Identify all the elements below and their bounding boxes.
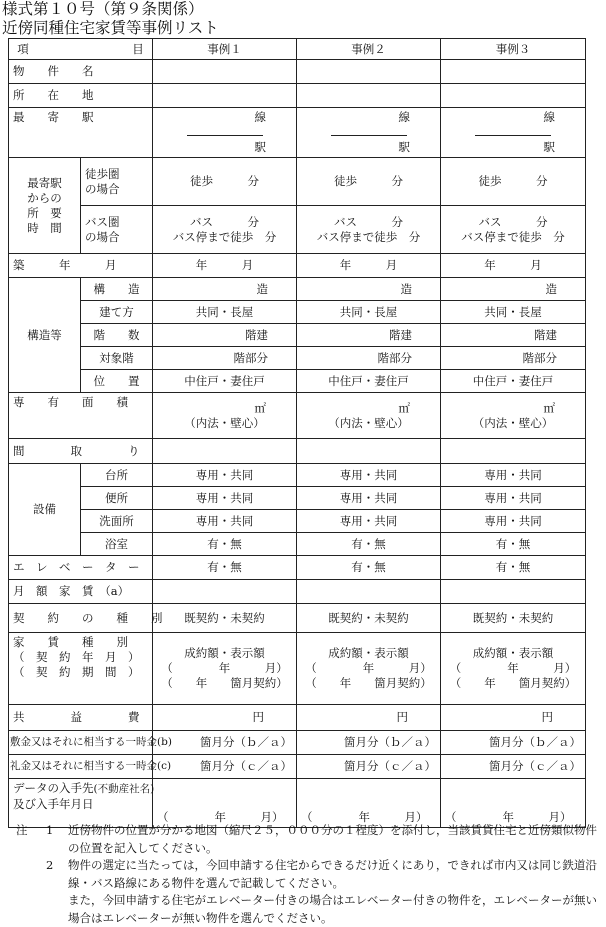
row-property-name — [9, 60, 586, 84]
yen-cell[interactable]: 円 — [297, 705, 441, 731]
label-time-group: 最寄駅 からの 所 要 時 間 — [9, 158, 81, 254]
note-extra: また，今回申請する住宅がエレベーター付きの場合はエレベーター付きの物件を，エレベーターが無い場合はエレベーターが無い物件を選んでください。 — [68, 893, 597, 925]
walk-cell[interactable]: 徒歩 分 — [297, 158, 441, 206]
row-deposit — [9, 731, 586, 755]
label-contract-type: 契 約 の 種 別 — [9, 604, 153, 633]
input-cell[interactable] — [441, 60, 586, 84]
rent-type-line-1: 成約額・表示額 — [472, 646, 554, 660]
yen-cell[interactable]: 円 — [153, 705, 297, 731]
label-washroom: 洗面所 — [81, 510, 153, 533]
row-floor-area — [9, 393, 586, 439]
label-rent-type: 家 賃 種 別 （ 契 約 年 月 ） （ 契 約 期 間 ） — [9, 633, 153, 705]
contract-cell[interactable]: 既契約・未契約 — [297, 604, 441, 633]
row-monthly-rent — [9, 580, 586, 604]
rent-type-line-1: 成約額・表示額 — [184, 646, 265, 660]
bus-cell[interactable] — [441, 206, 586, 254]
target-floor-cell[interactable]: 階部分 — [297, 347, 441, 370]
rent-type-line-3: （ 年 箇月契約） — [449, 676, 577, 690]
label-property-name: 物 件 名 — [9, 60, 153, 84]
bus-line-1: バス 分 — [478, 214, 548, 229]
label-deposit: 敷金又はそれに相当する一時金(b) — [9, 731, 153, 755]
rent-type-line-3: （ 年 箇月契約） — [305, 676, 432, 690]
rent-type-line-2: （ 年 月） — [449, 661, 577, 675]
row-contract-type — [9, 604, 586, 633]
built-cell[interactable]: 年 月 — [441, 254, 586, 278]
bus-cell[interactable] — [153, 206, 297, 254]
structure-cell[interactable]: 造 — [153, 278, 297, 301]
source-cell[interactable]: （ 年 月） — [297, 779, 441, 828]
note-text: 近傍物件の位置が分かる地図（縮尺２５，０００分の１程度）を添付し，当該賃貸住宅と近傍類似物件の位置を記入してください。 — [68, 823, 597, 855]
label-building-type: 建て方 — [81, 301, 153, 324]
rent-type-cell[interactable] — [153, 633, 297, 705]
bus-line-2: バス停まで徒歩 分 — [172, 229, 277, 244]
input-cell[interactable] — [441, 84, 586, 108]
structure-cell[interactable]: 造 — [441, 278, 586, 301]
input-cell[interactable] — [153, 60, 297, 84]
walk-cell[interactable]: 徒歩 分 — [441, 158, 586, 206]
label-walk-area: 徒歩圏 の場合 — [81, 158, 153, 206]
deposit-cell[interactable]: 箇月分（ｂ／ａ） — [297, 731, 441, 755]
bus-cell[interactable] — [297, 206, 441, 254]
bus-line-1: バス 分 — [190, 214, 259, 229]
line-suffix: 線 — [398, 110, 410, 124]
row-position — [9, 370, 586, 393]
row-rent-type — [9, 633, 586, 705]
building-type-cell[interactable]: 共同・長屋 — [153, 301, 297, 324]
row-common-fee — [9, 705, 586, 731]
shared-cell[interactable]: 専用・共同 — [441, 510, 586, 533]
row-kitchen — [9, 464, 586, 487]
station-cell[interactable] — [297, 108, 441, 158]
label-common-fee: 共 益 費 — [9, 705, 153, 731]
rent-type-line-2: （ 年 月） — [161, 661, 288, 675]
note-text: 物件の選定に当たっては，今回申請する住宅からできるだけ近くにあり，できれば市内又は同じ鉄道沿線・バス路線にある物件を選んで記載してください。 — [68, 858, 597, 890]
rent-type-line-2: （ 年 月） — [305, 661, 432, 675]
station-cell[interactable] — [441, 108, 586, 158]
source-cell[interactable]: （ 年 月） — [441, 779, 586, 828]
input-cell[interactable] — [441, 439, 586, 464]
label-built-year: 築 年 月 — [9, 254, 153, 278]
input-cell[interactable] — [153, 439, 297, 464]
shared-cell[interactable]: 専用・共同 — [153, 510, 297, 533]
header-row — [9, 39, 586, 60]
input-cell[interactable] — [297, 580, 441, 604]
floors-cell[interactable]: 階建 — [297, 324, 441, 347]
shared-cell[interactable]: 専用・共同 — [153, 487, 297, 510]
row-target-floor — [9, 347, 586, 370]
label-monthly-rent: 月 額 家 賃 （a） — [9, 580, 153, 604]
row-washroom — [9, 510, 586, 533]
row-nearest-station — [9, 108, 586, 158]
contract-cell[interactable]: 既契約・未契約 — [441, 604, 586, 633]
line-suffix: 線 — [543, 110, 555, 124]
rent-type-line-3: （ 年 箇月契約） — [161, 676, 288, 690]
yes-no-cell[interactable]: 有・無 — [441, 533, 586, 556]
deposit-cell[interactable]: 箇月分（ｂ／ａ） — [441, 731, 586, 755]
input-cell[interactable] — [153, 580, 297, 604]
row-building-type — [9, 301, 586, 324]
key-money-cell[interactable]: 箇月分（ｃ／ａ） — [441, 755, 586, 779]
note-number: 2 — [46, 858, 54, 872]
note-2 — [16, 857, 606, 892]
notes-label: 注 — [16, 823, 28, 837]
walk-cell[interactable]: 徒歩 分 — [153, 158, 297, 206]
station-suffix: 駅 — [398, 140, 410, 154]
form-number: 様式第１０号（第９条関係） — [2, 0, 204, 18]
row-built-year — [9, 254, 586, 278]
area-unit: ㎡ — [543, 400, 555, 415]
shared-cell[interactable]: 専用・共同 — [441, 464, 586, 487]
label-location: 所 在 地 — [9, 84, 153, 108]
position-cell[interactable]: 中住戸・妻住戸 — [297, 370, 441, 393]
target-floor-cell[interactable]: 階部分 — [153, 347, 297, 370]
position-cell[interactable]: 中住戸・妻住戸 — [441, 370, 586, 393]
rent-comparison-table — [8, 38, 586, 828]
row-bus — [9, 206, 586, 254]
label-structure-group: 構造等 — [9, 278, 81, 393]
shared-cell[interactable]: 専用・共同 — [297, 487, 441, 510]
source-label-small: (不動産社名) — [93, 783, 155, 795]
label-data-source — [9, 779, 153, 828]
deposit-cell[interactable]: 箇月分（ｂ／ａ） — [153, 731, 297, 755]
key-money-cell[interactable]: 箇月分（ｃ／ａ） — [297, 755, 441, 779]
label-bus-area: バス圏 の場合 — [81, 206, 153, 254]
case-2-header: 事例２ — [297, 39, 441, 60]
area-note: （内法・壁心） — [184, 415, 265, 430]
structure-cell[interactable]: 造 — [297, 278, 441, 301]
area-cell[interactable] — [441, 393, 586, 439]
label-equipment-group: 設備 — [9, 464, 81, 556]
floors-cell[interactable]: 階建 — [153, 324, 297, 347]
yes-no-cell[interactable]: 有・無 — [153, 533, 297, 556]
label-floors: 階 数 — [81, 324, 153, 347]
key-money-cell[interactable]: 箇月分（ｃ／ａ） — [153, 755, 297, 779]
row-bathroom — [9, 533, 586, 556]
input-cell[interactable] — [441, 580, 586, 604]
contract-cell[interactable]: 既契約・未契約 — [153, 604, 297, 633]
label-elevator: エ レ ベ ー タ ー — [9, 556, 153, 580]
yes-no-cell[interactable]: 有・無 — [153, 556, 297, 580]
station-suffix: 駅 — [254, 140, 266, 154]
label-key-money: 礼金又はそれに相当する一時金(c) — [9, 755, 153, 779]
station-suffix: 駅 — [543, 140, 555, 154]
bus-line-2: バス停まで徒歩 分 — [316, 229, 421, 244]
input-cell[interactable] — [297, 60, 441, 84]
rent-type-cell[interactable] — [441, 633, 586, 705]
underline — [331, 135, 407, 136]
label-structure: 構 造 — [81, 278, 153, 301]
area-cell[interactable] — [153, 393, 297, 439]
area-note: （内法・壁心） — [472, 415, 554, 430]
underline — [187, 135, 263, 136]
label-nearest-station: 最 寄 駅 — [9, 108, 153, 158]
bus-line-2: バス停まで徒歩 分 — [461, 229, 565, 244]
yes-no-cell[interactable]: 有・無 — [441, 556, 586, 580]
shared-cell[interactable]: 専用・共同 — [297, 464, 441, 487]
label-floor-area: 専 有 面 積 — [9, 393, 153, 439]
note-1 — [16, 822, 606, 857]
yes-no-cell[interactable]: 有・無 — [297, 533, 441, 556]
case-1-header: 事例１ — [153, 39, 297, 60]
row-key-money — [9, 755, 586, 779]
area-unit: ㎡ — [254, 400, 266, 415]
label-layout: 間 取 り — [9, 439, 153, 464]
area-cell[interactable] — [297, 393, 441, 439]
row-structure — [9, 278, 586, 301]
row-elevator — [9, 556, 586, 580]
label-kitchen: 台所 — [81, 464, 153, 487]
built-cell[interactable]: 年 月 — [153, 254, 297, 278]
built-cell[interactable]: 年 月 — [297, 254, 441, 278]
area-note: （内法・壁心） — [328, 415, 409, 430]
building-type-cell[interactable]: 共同・長屋 — [441, 301, 586, 324]
target-floor-cell[interactable]: 階部分 — [441, 347, 586, 370]
source-label-1: データの入手先 — [13, 781, 94, 795]
item-header: 項 目 — [9, 39, 153, 60]
floors-cell[interactable]: 階建 — [441, 324, 586, 347]
row-walk — [9, 158, 586, 206]
shared-cell[interactable]: 専用・共同 — [153, 464, 297, 487]
row-location — [9, 84, 586, 108]
rent-type-line-1: 成約額・表示額 — [328, 646, 409, 660]
case-3-header: 事例３ — [441, 39, 586, 60]
note-number: 1 — [46, 823, 54, 837]
source-cell[interactable]: （ 年 月） — [153, 779, 297, 828]
line-suffix: 線 — [254, 110, 266, 124]
underline — [475, 135, 551, 136]
shared-cell[interactable]: 専用・共同 — [297, 510, 441, 533]
input-cell[interactable] — [297, 439, 441, 464]
notes — [16, 822, 606, 927]
bus-line-1: バス 分 — [334, 214, 403, 229]
label-toilet: 便所 — [81, 487, 153, 510]
area-unit: ㎡ — [398, 400, 410, 415]
label-bathroom: 浴室 — [81, 533, 153, 556]
input-cell[interactable] — [153, 84, 297, 108]
input-cell[interactable] — [297, 84, 441, 108]
station-cell[interactable] — [153, 108, 297, 158]
building-type-cell[interactable]: 共同・長屋 — [297, 301, 441, 324]
source-label-2: 及び入手年月日 — [13, 797, 94, 811]
yen-cell[interactable]: 円 — [441, 705, 586, 731]
label-position: 位 置 — [81, 370, 153, 393]
row-floors — [9, 324, 586, 347]
row-layout — [9, 439, 586, 464]
form-title: 近傍同種住宅家賃等事例リスト — [2, 19, 219, 37]
rent-type-cell[interactable] — [297, 633, 441, 705]
shared-cell[interactable]: 専用・共同 — [441, 487, 586, 510]
yes-no-cell[interactable]: 有・無 — [297, 556, 441, 580]
label-target-floor: 対象階 — [81, 347, 153, 370]
position-cell[interactable]: 中住戸・妻住戸 — [153, 370, 297, 393]
row-toilet — [9, 487, 586, 510]
row-data-source — [9, 779, 586, 828]
